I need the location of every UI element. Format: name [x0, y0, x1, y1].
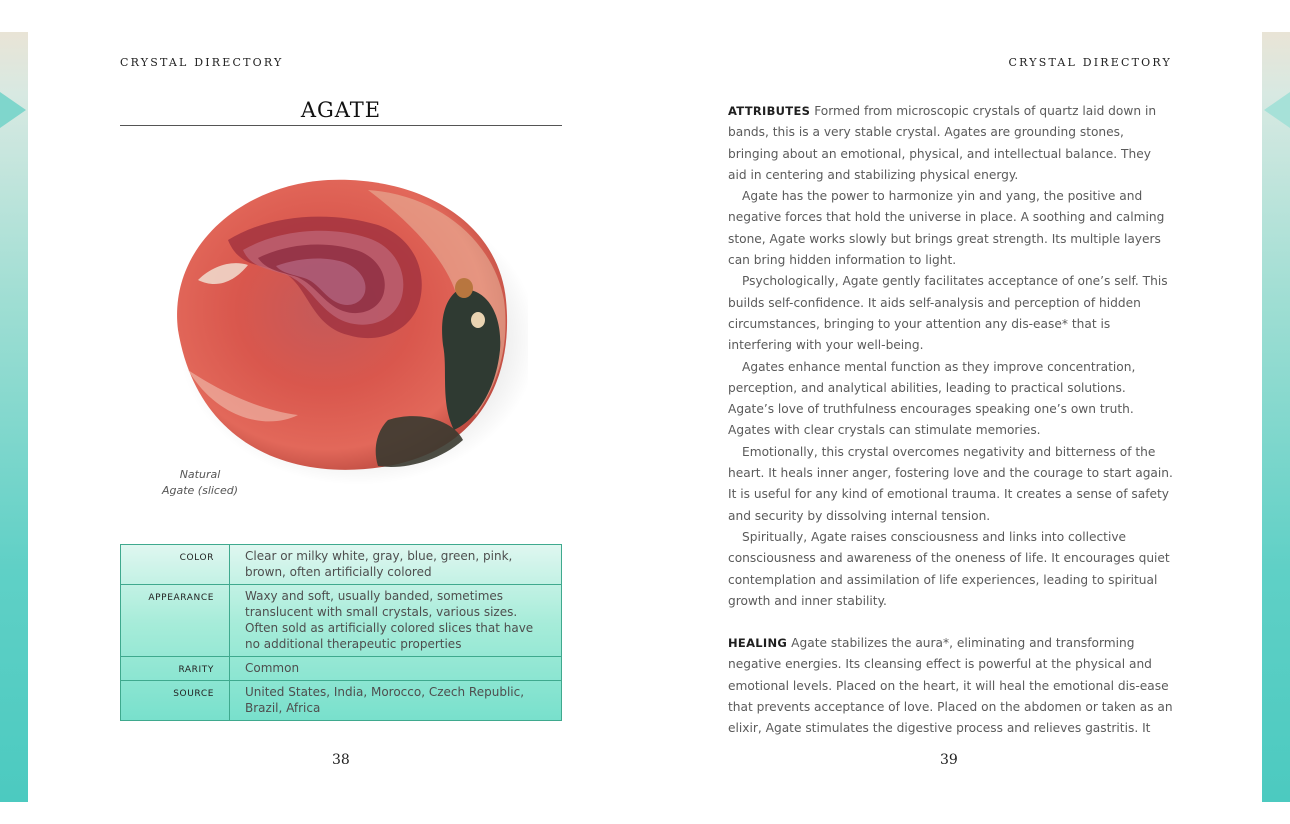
property-label: SOURCE	[121, 681, 230, 721]
attributes-paragraph-5: Emotionally, this crystal overcomes negativity and bitterness of the heart. It heals inner anger, fostering love and the courage to start again. It is useful for any kind of emotional trauma. It creates a sense of safety and security by dissolving internal tension.	[728, 444, 1173, 523]
properties-table	[120, 544, 562, 721]
caption-line-2: Agate (sliced)	[161, 484, 239, 497]
healing-text: Agate stabilizes the aura*, eliminating and transforming negative energies. Its cleansing effect is powerful at the physical and emotional levels. Placed on the heart, it will heal the emotional dis-ease that prevents acceptance of love. Placed on the abdomen or taken as an elixir, Agate stimulates the digestive process and relieves gastritis. It	[728, 636, 1173, 736]
attributes-paragraph-4: Agates enhance mental function as they improve concentration, perception, and analytical abilities, leading to practical solutions. Agate’s love of truthfulness encourages speaking one’s own truth. Agates with clear crystals can stimulate memories.	[728, 359, 1136, 438]
attributes-text: Formed from microscopic crystals of quartz laid down in bands, this is a very stable crystal. Agates are grounding stones, bringing about an emotional, physical, and intellectual balance. They aid in centering and stabilizing physical energy.	[728, 104, 1157, 182]
caption-line-1: Natural	[179, 468, 221, 481]
left-edge-gradient-strip	[0, 32, 28, 802]
healing-heading: HEALING	[728, 636, 788, 651]
property-value: Clear or milky white, gray, blue, green, pink, brown, often artificially colored	[230, 545, 562, 585]
page-title: AGATE	[300, 98, 382, 122]
property-label: RARITY	[121, 657, 230, 681]
attributes-paragraph-6: Spiritually, Agate raises consciousness and links into collective consciousness and awareness of the oneness of life. It encourages quiet contemplation and assimilation of life experiences, leading to spiritual growth and inner stability.	[728, 529, 1170, 608]
attributes-paragraph-2: Agate has the power to harmonize yin and yang, the positive and negative forces that hold the universe in place. A soothing and calming stone, Agate works slowly but brings great strength. Its multiple layers can bring hidden information to light.	[728, 189, 1165, 268]
table-row	[121, 657, 562, 681]
page-number-right: 39	[940, 752, 958, 768]
agate-stone-illustration	[158, 170, 528, 490]
left-edge-triangle-marker	[0, 92, 26, 128]
healing-paragraph	[728, 633, 1173, 739]
attributes-heading: ATTRIBUTES	[728, 104, 811, 118]
property-value: Common	[230, 657, 562, 681]
title-underline-rule	[120, 125, 562, 126]
right-edge-gradient-strip	[1262, 32, 1290, 802]
agate-stone-photo	[158, 170, 528, 490]
table-row	[121, 681, 562, 721]
right-page-body	[728, 101, 1173, 740]
table-row	[121, 545, 562, 585]
property-label: APPEARANCE	[121, 585, 230, 657]
page-number-left: 38	[332, 752, 350, 768]
photo-caption	[150, 467, 250, 499]
attributes-paragraph-1	[728, 101, 1173, 186]
attributes-paragraph-3: Psychologically, Agate gently facilitates acceptance of one’s self. This builds self-confidence. It aids self-analysis and perception of hidden circumstances, bringing to your attention any dis-ease* that is interfering with your well-being.	[728, 274, 1168, 353]
property-label: COLOR	[121, 545, 230, 585]
running-head-right: CRYSTAL DIRECTORY	[1008, 56, 1172, 69]
running-head-left: CRYSTAL DIRECTORY	[120, 56, 284, 69]
table-row	[121, 585, 562, 657]
property-value: Waxy and soft, usually banded, sometimes translucent with small crystals, various sizes. Often sold as artificially colored slices that have no additional therapeutic properties	[230, 585, 562, 657]
right-edge-triangle-marker	[1264, 92, 1290, 128]
property-value: United States, India, Morocco, Czech Republic, Brazil, Africa	[230, 681, 562, 721]
